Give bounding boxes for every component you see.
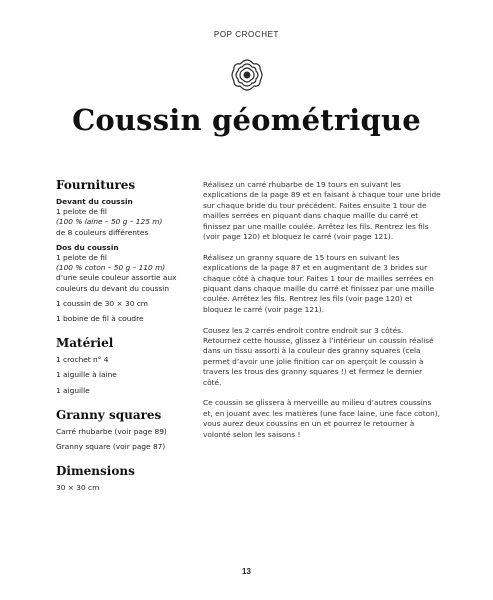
- thread-item: 1 bobine de fil à coudre: [56, 314, 144, 324]
- dimensions-value: 30 × 30 cm: [56, 483, 100, 493]
- page-number: 13: [242, 567, 251, 576]
- back-line-3: d’une seule couleur assortie aux couleurs du devant du coussin: [56, 273, 177, 293]
- paragraph: Réalisez un granny square de 15 tours en suivant les explications de la page 87 et en augmentant de 3 brides sur chaque côté à chaque tour. Faites 1 tour de mailles serrées en piquant dans chaque maille du carré et finissez par une maille coulée. Arrêtez les fils. Rentrez les fils (voir page 120) et bloquez le carré (voir page 121).: [203, 252, 434, 314]
- materiel-heading: Matériel: [56, 336, 114, 351]
- materiel-item: 1 aiguille: [56, 385, 90, 395]
- front-heading: Devant du coussin: [56, 197, 133, 206]
- fournitures-heading: Fournitures: [56, 178, 136, 192]
- front-line-2: (100 % laine – 50 g – 125 m): [56, 217, 163, 227]
- front-line-3: de 8 couleurs différentes: [56, 227, 149, 237]
- granny-item: Granny square (voir page 87): [56, 442, 166, 452]
- cushion-item: 1 coussin de 30 × 30 cm: [56, 298, 149, 308]
- paragraph: Réalisez un carré rhubarbe de 19 tours en suivant les explications de la page 89 et en faisant à chaque tour une bride sur chaque bride du tour précédent. Faites ensuite 1 tour de mailles serrées en piquant dans chaque maille du carré et finissez par une maille coulée. Arrêtez les fils. Rentrez les fils (voir page 120) et bloquez le carré (voir page 121).: [203, 180, 441, 242]
- back-line-1: 1 pelote de fil: [56, 253, 107, 263]
- paragraph: Cousez les 2 carrés endroit contre endroit sur 3 côtés. Retournez cette housse, glissez à l’intérieur un coussin réalisé dans un tissu assorti à la couleur des granny squares (cela permet d’avoir une jolie finition car on aperçoit le coussin à travers les trous des granny squares !) et fermez le dernier côté.: [203, 325, 434, 387]
- granny-heading: Granny squares: [56, 407, 162, 422]
- supplies-column: [56, 178, 184, 493]
- back-line-2: (100 % coton – 50 g – 110 m): [56, 263, 166, 273]
- back-heading: Dos du coussin: [56, 242, 119, 252]
- paragraph: Ce coussin se glissera à merveille au milieu d’autres coussins et, en jouant avec les matières (une face laine, une face coton), vous aurez deux coussins en un et pourrez le retourner à volonté selon les saisons !: [203, 398, 441, 439]
- running-header: POP CROCHET: [213, 30, 280, 39]
- granny-item: Carré rhubarbe (voir page 89): [56, 426, 167, 436]
- materiel-item: 1 aiguille à laine: [56, 370, 117, 380]
- front-line-1: 1 pelote de fil: [56, 207, 107, 217]
- dimensions-heading: Dimensions: [56, 464, 135, 479]
- flower-logo-icon: [230, 58, 264, 92]
- materiel-item: 1 crochet n° 4: [56, 355, 109, 365]
- page-title: Coussin géométrique: [72, 103, 421, 137]
- instructions-column: [203, 180, 441, 451]
